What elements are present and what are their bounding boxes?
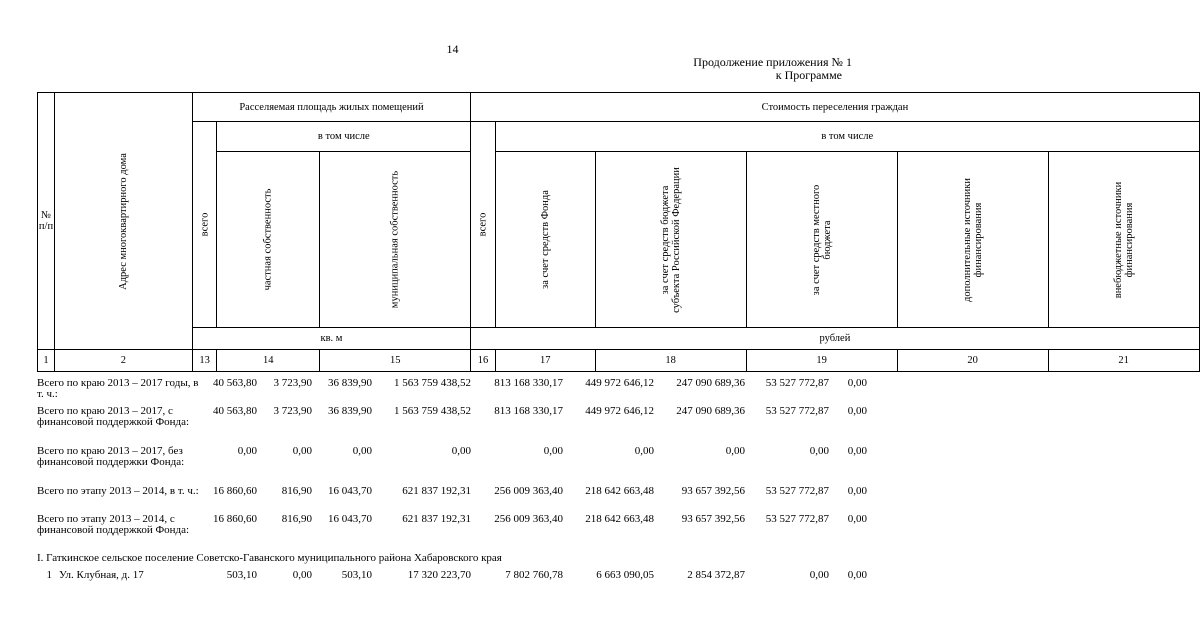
appendix-caption xyxy=(693,56,852,82)
cell: 1 563 759 438,52 xyxy=(394,405,471,417)
cell: 621 837 192,31 xyxy=(402,513,471,525)
cell: 256 009 363,40 xyxy=(494,485,563,497)
cell: 53 527 772,87 xyxy=(765,513,829,525)
header-cost-total: всего xyxy=(471,122,496,328)
cell: 0,00 xyxy=(809,569,829,581)
colnum: 2 xyxy=(55,350,193,372)
colnum: 18 xyxy=(595,350,746,372)
cell: 247 090 689,36 xyxy=(676,377,745,389)
header-col-no: № п/п xyxy=(38,93,55,350)
header-area-private: частная собственность xyxy=(217,152,320,328)
cell: 0,00 xyxy=(809,445,829,457)
cell: 6 663 090,05 xyxy=(596,569,654,581)
header-cost-offbudget: внебюджетные источники финансирования xyxy=(1048,152,1199,328)
cell: 816,90 xyxy=(281,485,312,497)
row-label: Всего по краю 2013 – 2017, с финансовой поддержкой Фонда: xyxy=(37,405,190,428)
colnum: 21 xyxy=(1048,350,1199,372)
cell: 813 168 330,17 xyxy=(494,405,563,417)
cell: 3 723,90 xyxy=(273,377,312,389)
header-cost-local: за счет средств местного бюджета xyxy=(746,152,897,328)
cell: 0,00 xyxy=(292,445,312,457)
colnum: 16 xyxy=(471,350,496,372)
colnum: 1 xyxy=(38,350,55,372)
page-number: 14 xyxy=(446,42,459,56)
column-number-row xyxy=(38,350,1200,372)
header-unit-cost: рублей xyxy=(471,328,1199,350)
section-heading: I. Гаткинское сельское поселение Советско-Гаванского муниципального района Хабаровского края xyxy=(37,552,502,564)
cell: 0,00 xyxy=(847,569,867,581)
cell: 0,00 xyxy=(543,445,563,457)
colnum: 20 xyxy=(897,350,1048,372)
appendix-line-2: к Программе xyxy=(775,68,842,82)
colnum: 17 xyxy=(495,350,595,372)
header-col-address: Адрес многоквартирного дома xyxy=(55,93,193,350)
header-table xyxy=(37,92,1200,372)
cell: 813 168 330,17 xyxy=(494,377,563,389)
colnum: 14 xyxy=(217,350,320,372)
cell: 36 839,90 xyxy=(328,377,372,389)
cell: 53 527 772,87 xyxy=(765,485,829,497)
cell: 36 839,90 xyxy=(328,405,372,417)
cell: 93 657 392,56 xyxy=(681,513,745,525)
cell: 503,10 xyxy=(226,569,257,581)
cell: 0,00 xyxy=(725,445,745,457)
cell: 0,00 xyxy=(847,405,867,417)
cell: 16 043,70 xyxy=(328,485,372,497)
header-cost-group: Стоимость переселения граждан xyxy=(471,93,1199,122)
colnum: 13 xyxy=(192,350,217,372)
cell: 40 563,80 xyxy=(213,377,257,389)
cell: 3 723,90 xyxy=(273,405,312,417)
colnum: 15 xyxy=(320,350,471,372)
cell: 0,00 xyxy=(292,569,312,581)
cell: 0,00 xyxy=(847,377,867,389)
cell: 0,00 xyxy=(451,445,471,457)
cell: 218 642 663,48 xyxy=(585,485,654,497)
colnum: 19 xyxy=(746,350,897,372)
item-address: Ул. Клубная, д. 17 xyxy=(59,569,144,581)
header-cost-fund: за счет средств Фонда xyxy=(495,152,595,328)
cell: 0,00 xyxy=(352,445,372,457)
cell: 53 527 772,87 xyxy=(765,405,829,417)
cell: 449 972 646,12 xyxy=(585,377,654,389)
header-unit-area: кв. м xyxy=(192,328,470,350)
cell: 247 090 689,36 xyxy=(676,405,745,417)
cell: 0,00 xyxy=(847,513,867,525)
row-label: Всего по этапу 2013 – 2014, в т. ч.: xyxy=(37,485,199,497)
header-cost-incl: в том числе xyxy=(495,122,1199,152)
cell: 0,00 xyxy=(847,445,867,457)
cell: 16 043,70 xyxy=(328,513,372,525)
row-label: Всего по краю 2013 – 2017 годы, в т. ч.: xyxy=(37,377,199,400)
cell: 40 563,80 xyxy=(213,405,257,417)
cell: 93 657 392,56 xyxy=(681,485,745,497)
cell: 0,00 xyxy=(847,485,867,497)
cell: 621 837 192,31 xyxy=(402,485,471,497)
cell: 7 802 760,78 xyxy=(505,569,563,581)
cell: 53 527 772,87 xyxy=(765,377,829,389)
header-area-group: Расселяемая площадь жилых помещений xyxy=(192,93,470,122)
header-cost-region: за счет средств бюджета субъекта Российской Федерации xyxy=(595,152,746,328)
row-label: Всего по краю 2013 – 2017, без финансовой поддержки Фонда: xyxy=(37,445,185,468)
cell: 256 009 363,40 xyxy=(494,513,563,525)
cell: 1 563 759 438,52 xyxy=(394,377,471,389)
item-number: 1 xyxy=(46,569,52,581)
header-area-total: всего xyxy=(192,122,217,328)
header-cost-additional: дополнительные источники финансирования xyxy=(897,152,1048,328)
header-area-municipal: муниципальная собственность xyxy=(320,152,471,328)
cell: 503,10 xyxy=(341,569,372,581)
cell: 218 642 663,48 xyxy=(585,513,654,525)
cell: 16 860,60 xyxy=(213,485,257,497)
cell: 2 854 372,87 xyxy=(687,569,745,581)
cell: 17 320 223,70 xyxy=(407,569,471,581)
cell: 816,90 xyxy=(281,513,312,525)
cell: 0,00 xyxy=(634,445,654,457)
cell: 16 860,60 xyxy=(213,513,257,525)
row-label: Всего по этапу 2013 – 2014, с финансовой поддержкой Фонда: xyxy=(37,513,190,536)
header-area-incl: в том числе xyxy=(217,122,471,152)
cell: 0,00 xyxy=(237,445,257,457)
cell: 449 972 646,12 xyxy=(585,405,654,417)
appendix-line-1: Продолжение приложения № 1 xyxy=(693,55,852,69)
